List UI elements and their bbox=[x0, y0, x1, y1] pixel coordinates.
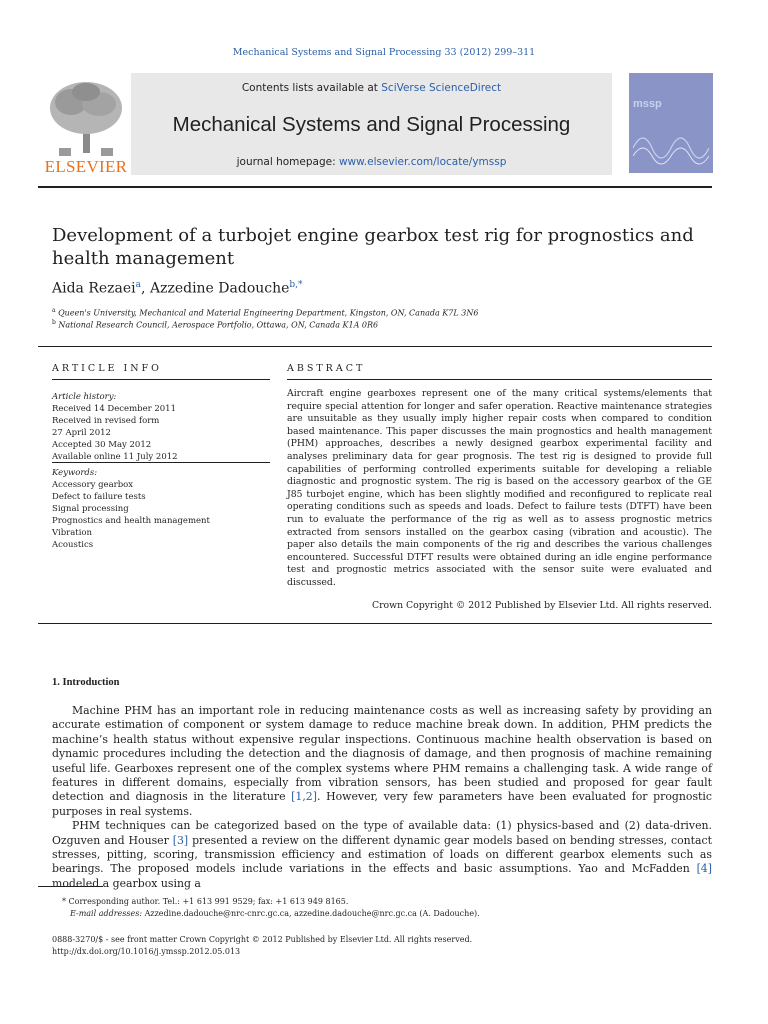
footnotes bbox=[52, 896, 712, 920]
keyword: Prognostics and health management bbox=[52, 516, 210, 526]
doi-link[interactable]: http://dx.doi.org/10.1016/j.ymssp.2012.05.013 bbox=[52, 947, 241, 956]
affiliation-b-mark: b bbox=[52, 319, 56, 326]
keyword: Accessory gearbox bbox=[52, 480, 134, 490]
email-note bbox=[52, 908, 712, 920]
journal-title: Mechanical Systems and Signal Processing bbox=[172, 113, 571, 136]
history-item: Received 14 December 2011 bbox=[52, 404, 176, 414]
header-rule bbox=[38, 186, 712, 188]
journal-cover-image[interactable] bbox=[629, 73, 713, 173]
corresponding-author-note: * Corresponding author. Tel.: +1 613 991 9529; fax: +1 613 949 8165. bbox=[62, 897, 349, 906]
affiliation-a-mark: a bbox=[52, 307, 56, 314]
cover-wave-icon bbox=[633, 128, 709, 168]
affiliation-rule bbox=[38, 346, 712, 347]
article-title: Development of a turbojet engine gearbox test rig for prognostics and health management bbox=[52, 225, 694, 269]
history-item: Accepted 30 May 2012 bbox=[52, 440, 152, 450]
history-label: Article history: bbox=[52, 392, 117, 402]
article-history bbox=[52, 391, 252, 463]
email-label: E-mail addresses: bbox=[70, 909, 143, 918]
article-info-rule bbox=[52, 379, 270, 380]
authors-line bbox=[52, 280, 303, 297]
author-2-affil[interactable]: b,* bbox=[289, 280, 303, 290]
introduction-body bbox=[52, 704, 712, 891]
copyright-notice: Crown Copyright © 2012 Published by Elsevier Ltd. All rights reserved. bbox=[371, 600, 712, 611]
author-2: Azzedine Dadouche bbox=[149, 280, 290, 297]
homepage-line bbox=[131, 156, 612, 168]
keywords-rule bbox=[52, 462, 270, 463]
history-item: Available online 11 July 2012 bbox=[52, 452, 178, 462]
paragraph-text: . However, very few parameters have been evaluated for prognostic purposes in real systems. bbox=[52, 790, 712, 818]
affiliation-b-text: National Research Council, Aerospace Portfolio, Ottawa, ON, Canada K1A 0R6 bbox=[58, 320, 379, 330]
history-item: Received in revised form bbox=[52, 416, 160, 426]
keywords bbox=[52, 467, 252, 551]
abstract-bottom-rule bbox=[38, 623, 712, 624]
keywords-label: Keywords: bbox=[52, 468, 98, 478]
article-identifiers bbox=[52, 934, 472, 958]
author-1: Aida Rezaei bbox=[52, 280, 136, 297]
sciencedirect-link[interactable]: SciVerse ScienceDirect bbox=[381, 82, 502, 94]
citation-link[interactable]: [1,2] bbox=[291, 790, 317, 804]
paragraph-text: presented a review on the different dynamic gear models based on bending stresses, contact stresses, pitting, scoring, transmission efficiency and estimation of loads on different gearbox elements such as bearings. The proposed models include variations in the effects and basic assumptions. Yao and McFadden bbox=[52, 833, 712, 876]
paragraph-text: Machine PHM has an important role in reducing maintenance costs as well as increasing safety by providing an accurate estimation of component or system damage to reduce machine break down. In addition, PHM predicts the machine’s health status without expensive regular inspections. Continuous machine health observation is based on dynamic procedures including the detection and the diagnosis of damage, and then prognosis of machine remaining useful life. Gearboxes represent one of the complex systems where PHM remains a challenging task. A wide range of features in different domains, especially from vibration sensors, has been studied and proposed for gear fault detection and diagnosis in the literature bbox=[52, 704, 712, 804]
publisher-name: ELSEVIER bbox=[44, 157, 128, 176]
paragraph bbox=[52, 704, 712, 819]
affiliation-b bbox=[52, 319, 378, 330]
paragraph bbox=[52, 819, 712, 891]
email-addresses[interactable]: Azzedine.dadouche@nrc-cnrc.gc.ca, azzedine.dadouche@nrc.gc.ca (A. Dadouche). bbox=[142, 909, 480, 918]
author-separator: , bbox=[141, 280, 150, 297]
abstract-text: Aircraft engine gearboxes represent one of the many critical systems/elements that require special attention for longer and safer operation. Reactive maintenance strategies are unsuitable as they usually imply higher repair costs when compared to condition based maintenance. This paper discusses the main prognostics and health management (PHM) approaches, describes a newly designed gearbox experimental facility and analyses preliminary data for gear prognosis. The test rig is designed to provide full capabilities of performing controlled experiments suitable for developing a reliable diagnostic and prognostic system. The rig is based on the accessory gearbox of the GE J85 turbojet engine, which has been slightly modified and reconfigured to replicate real operating conditions such as speeds and loads. Defect to failure tests (DTFT) have been run to evaluate the performance of the rig as well as to assess prognostic metrics extracted from sensors installed on the gearbox casing (vibration and acoustic). The paper also details the main components of the rig and describes the various challenges encountered. Successful DTFT results were obtained during an idle engine performance test and prognostic metrics associated with the sensor suite were evaluated and discussed. bbox=[287, 388, 712, 588]
author-1-affil[interactable]: a bbox=[135, 280, 142, 290]
citation-link[interactable]: [3] bbox=[172, 833, 189, 847]
citation-link[interactable]: [4] bbox=[696, 862, 712, 876]
paragraph-text: PHM techniques can be categorized based on the type of available data: (1) physics-based and (2) data-driven. Ozguven and Houser bbox=[52, 819, 712, 847]
contents-prefix: Contents lists available at bbox=[241, 82, 382, 94]
issn-line: 0888-3270/$ - see front matter Crown Copyright © 2012 Published by Elsevier Ltd. All rights reserved. bbox=[52, 935, 473, 944]
keyword: Acoustics bbox=[52, 540, 94, 550]
cover-label: mssp bbox=[633, 98, 662, 110]
section-heading-introduction: 1. Introduction bbox=[52, 677, 120, 688]
homepage-link[interactable]: www.elsevier.com/locate/ymssp bbox=[338, 156, 507, 168]
abstract-rule bbox=[287, 379, 712, 380]
contents-line bbox=[131, 82, 612, 94]
footnote-rule bbox=[38, 886, 103, 887]
homepage-prefix: journal homepage: bbox=[236, 156, 339, 168]
abstract-heading: ABSTRACT bbox=[287, 363, 366, 374]
history-item: 27 April 2012 bbox=[52, 428, 111, 438]
keyword: Defect to failure tests bbox=[52, 492, 146, 502]
affiliation-a bbox=[52, 307, 478, 318]
keyword: Vibration bbox=[52, 528, 93, 538]
keyword: Signal processing bbox=[52, 504, 129, 514]
affiliation-a-text: Queen's University, Mechanical and Material Engineering Department, Kingston, ON, Canada K7L 3N6 bbox=[58, 308, 479, 318]
article-info-heading: ARTICLE INFO bbox=[52, 363, 162, 374]
journal-reference[interactable]: Mechanical Systems and Signal Processing 33 (2012) 299–311 bbox=[232, 47, 536, 58]
paragraph-text: modeled a gearbox using a bbox=[52, 876, 201, 890]
